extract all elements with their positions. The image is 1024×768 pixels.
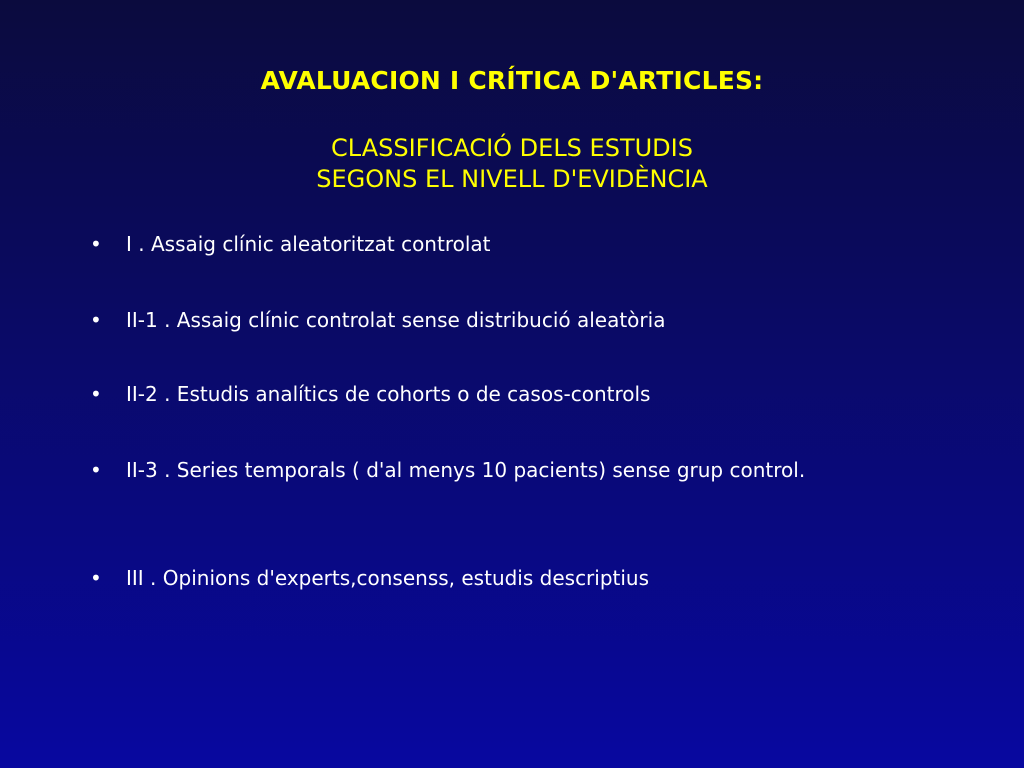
- list-item: [90, 454, 950, 487]
- list-item: [90, 562, 950, 595]
- list-item-text: II-1 . Assaig clínic controlat sense distribució aleatòria: [126, 308, 666, 332]
- subtitle-line-2: SEGONS EL NIVELL D'EVIDÈNCIA: [316, 165, 708, 193]
- list-item: [90, 304, 950, 337]
- bullet-icon: •: [90, 566, 102, 590]
- slide-title: AVALUACION I CRÍTICA D'ARTICLES:: [260, 66, 764, 95]
- bullet-icon: •: [90, 458, 102, 482]
- bullet-icon: •: [90, 232, 102, 256]
- list-item: [90, 228, 950, 261]
- list-item-text: I . Assaig clínic aleatoritzat controlat: [126, 232, 491, 256]
- list-item-text: III . Opinions d'experts,consenss, estudis descriptius: [126, 566, 650, 590]
- list-item: [90, 378, 950, 411]
- slide-subtitle: [62, 133, 962, 195]
- bullet-icon: •: [90, 382, 102, 406]
- list-item-text: II-2 . Estudis analítics de cohorts o de casos-controls: [126, 382, 651, 406]
- subtitle-line-1: CLASSIFICACIÓ DELS ESTUDIS: [331, 134, 693, 162]
- list-item-text: II-3 . Series temporals ( d'al menys 10 pacients) sense grup control.: [126, 458, 806, 482]
- bullet-icon: •: [90, 308, 102, 332]
